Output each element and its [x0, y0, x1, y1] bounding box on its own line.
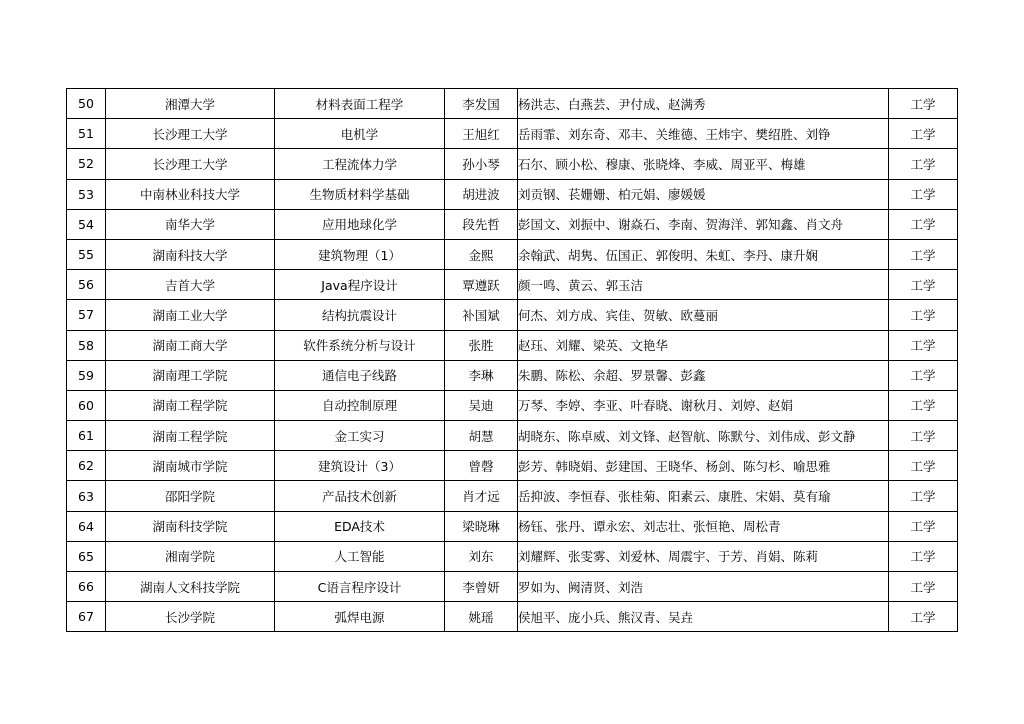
row-number: 53	[67, 179, 106, 209]
team-members-cell: 余翰武、胡隽、伍国正、郭俊明、朱虹、李丹、康升娴	[518, 239, 889, 269]
leader-cell: 金熙	[445, 239, 518, 269]
university-cell: 长沙理工大学	[106, 119, 275, 149]
university-cell: 邵阳学院	[106, 481, 275, 511]
row-number: 56	[67, 270, 106, 300]
category-cell: 工学	[889, 239, 958, 269]
course-name-cell: 结构抗震设计	[275, 300, 445, 330]
university-cell: 南华大学	[106, 209, 275, 239]
team-members-cell: 石尔、顾小松、穆康、张晓烽、李威、周亚平、梅雄	[518, 149, 889, 179]
row-number: 67	[67, 602, 106, 632]
table-row	[67, 511, 958, 541]
university-cell: 长沙理工大学	[106, 149, 275, 179]
table-row	[67, 541, 958, 571]
team-members-cell: 杨洪志、白燕芸、尹付成、赵满秀	[518, 89, 889, 119]
course-name-cell: 材料表面工程学	[275, 89, 445, 119]
table-row	[67, 89, 958, 119]
team-members-cell: 刘耀辉、张雯雾、刘爱林、周震宇、于芳、肖娟、陈莉	[518, 541, 889, 571]
table-row	[67, 602, 958, 632]
leader-cell: 补国斌	[445, 300, 518, 330]
team-members-cell: 颜一鸣、黄云、郭玉洁	[518, 270, 889, 300]
university-cell: 长沙学院	[106, 602, 275, 632]
table-row	[67, 572, 958, 602]
row-number: 52	[67, 149, 106, 179]
table-row	[67, 270, 958, 300]
university-cell: 湖南科技学院	[106, 511, 275, 541]
university-cell: 湖南工程学院	[106, 390, 275, 420]
table-row	[67, 421, 958, 451]
team-members-cell: 朱鹏、陈松、余超、罗景馨、彭鑫	[518, 360, 889, 390]
team-members-cell: 赵珏、刘耀、梁英、文艳华	[518, 330, 889, 360]
course-name-cell: Java程序设计	[275, 270, 445, 300]
team-members-cell: 岳雨霏、刘东奇、邓丰、关维德、王炜宇、樊绍胜、刘铮	[518, 119, 889, 149]
course-name-cell: 人工智能	[275, 541, 445, 571]
category-cell: 工学	[889, 451, 958, 481]
leader-cell: 刘东	[445, 541, 518, 571]
course-name-cell: 应用地球化学	[275, 209, 445, 239]
course-name-cell: 软件系统分析与设计	[275, 330, 445, 360]
leader-cell: 李琳	[445, 360, 518, 390]
table-row	[67, 239, 958, 269]
category-cell: 工学	[889, 572, 958, 602]
team-members-cell: 彭国文、刘振中、谢焱石、李南、贺海洋、郭知鑫、肖文舟	[518, 209, 889, 239]
row-number: 51	[67, 119, 106, 149]
university-cell: 湖南工商大学	[106, 330, 275, 360]
course-table	[66, 88, 958, 632]
leader-cell: 梁晓琳	[445, 511, 518, 541]
leader-cell: 王旭红	[445, 119, 518, 149]
course-name-cell: 弧焊电源	[275, 602, 445, 632]
course-name-cell: 工程流体力学	[275, 149, 445, 179]
row-number: 50	[67, 89, 106, 119]
leader-cell: 曾磬	[445, 451, 518, 481]
course-name-cell: 生物质材料学基础	[275, 179, 445, 209]
course-name-cell: 电机学	[275, 119, 445, 149]
university-cell: 湘潭大学	[106, 89, 275, 119]
university-cell: 湖南科技大学	[106, 239, 275, 269]
course-name-cell: 产品技术创新	[275, 481, 445, 511]
course-table-body	[67, 89, 958, 632]
team-members-cell: 刘贡钢、苌姗姗、柏元娟、廖媛媛	[518, 179, 889, 209]
category-cell: 工学	[889, 119, 958, 149]
leader-cell: 李曾妍	[445, 572, 518, 602]
row-number: 65	[67, 541, 106, 571]
university-cell: 湘南学院	[106, 541, 275, 571]
leader-cell: 吴迪	[445, 390, 518, 420]
table-row	[67, 481, 958, 511]
course-name-cell: 建筑物理（1）	[275, 239, 445, 269]
category-cell: 工学	[889, 179, 958, 209]
row-number: 60	[67, 390, 106, 420]
university-cell: 湖南人文科技学院	[106, 572, 275, 602]
row-number: 64	[67, 511, 106, 541]
team-members-cell: 岳抑波、李恒春、张桂菊、阳素云、康胜、宋娟、莫有瑜	[518, 481, 889, 511]
team-members-cell: 杨钰、张丹、谭永宏、刘志壮、张恒艳、周松青	[518, 511, 889, 541]
course-name-cell: 金工实习	[275, 421, 445, 451]
leader-cell: 肖才远	[445, 481, 518, 511]
row-number: 57	[67, 300, 106, 330]
course-name-cell: 通信电子线路	[275, 360, 445, 390]
table-row	[67, 390, 958, 420]
row-number: 59	[67, 360, 106, 390]
row-number: 62	[67, 451, 106, 481]
university-cell: 湖南工业大学	[106, 300, 275, 330]
category-cell: 工学	[889, 602, 958, 632]
leader-cell: 胡进波	[445, 179, 518, 209]
category-cell: 工学	[889, 209, 958, 239]
category-cell: 工学	[889, 300, 958, 330]
university-cell: 中南林业科技大学	[106, 179, 275, 209]
table-row	[67, 451, 958, 481]
leader-cell: 李发国	[445, 89, 518, 119]
course-name-cell: EDA技术	[275, 511, 445, 541]
table-row	[67, 119, 958, 149]
leader-cell: 孙小琴	[445, 149, 518, 179]
category-cell: 工学	[889, 421, 958, 451]
row-number: 66	[67, 572, 106, 602]
category-cell: 工学	[889, 481, 958, 511]
category-cell: 工学	[889, 149, 958, 179]
row-number: 61	[67, 421, 106, 451]
row-number: 54	[67, 209, 106, 239]
course-name-cell: 自动控制原理	[275, 390, 445, 420]
table-row	[67, 149, 958, 179]
table-row	[67, 360, 958, 390]
category-cell: 工学	[889, 541, 958, 571]
table-row	[67, 209, 958, 239]
team-members-cell: 何杰、刘方成、宾佳、贺敏、欧蔓丽	[518, 300, 889, 330]
leader-cell: 胡慧	[445, 421, 518, 451]
table-row	[67, 330, 958, 360]
category-cell: 工学	[889, 89, 958, 119]
row-number: 63	[67, 481, 106, 511]
leader-cell: 张胜	[445, 330, 518, 360]
leader-cell: 段先哲	[445, 209, 518, 239]
team-members-cell: 万琴、李婷、李亚、叶春晓、谢秋月、刘婷、赵娟	[518, 390, 889, 420]
category-cell: 工学	[889, 511, 958, 541]
team-members-cell: 罗如为、阙清贤、刘浩	[518, 572, 889, 602]
table-row	[67, 300, 958, 330]
university-cell: 湖南理工学院	[106, 360, 275, 390]
leader-cell: 覃遵跃	[445, 270, 518, 300]
university-cell: 吉首大学	[106, 270, 275, 300]
category-cell: 工学	[889, 360, 958, 390]
course-name-cell: C语言程序设计	[275, 572, 445, 602]
category-cell: 工学	[889, 390, 958, 420]
table-row	[67, 179, 958, 209]
university-cell: 湖南城市学院	[106, 451, 275, 481]
leader-cell: 姚瑶	[445, 602, 518, 632]
team-members-cell: 侯旭平、庞小兵、熊汉青、吴垚	[518, 602, 889, 632]
category-cell: 工学	[889, 330, 958, 360]
category-cell: 工学	[889, 270, 958, 300]
team-members-cell: 彭芳、韩晓娟、彭建国、王晓华、杨剑、陈匀杉、喻思雅	[518, 451, 889, 481]
row-number: 58	[67, 330, 106, 360]
university-cell: 湖南工程学院	[106, 421, 275, 451]
team-members-cell: 胡晓东、陈卓威、刘文锋、赵智航、陈默兮、刘伟成、彭文静	[518, 421, 889, 451]
row-number: 55	[67, 239, 106, 269]
course-name-cell: 建筑设计（3）	[275, 451, 445, 481]
